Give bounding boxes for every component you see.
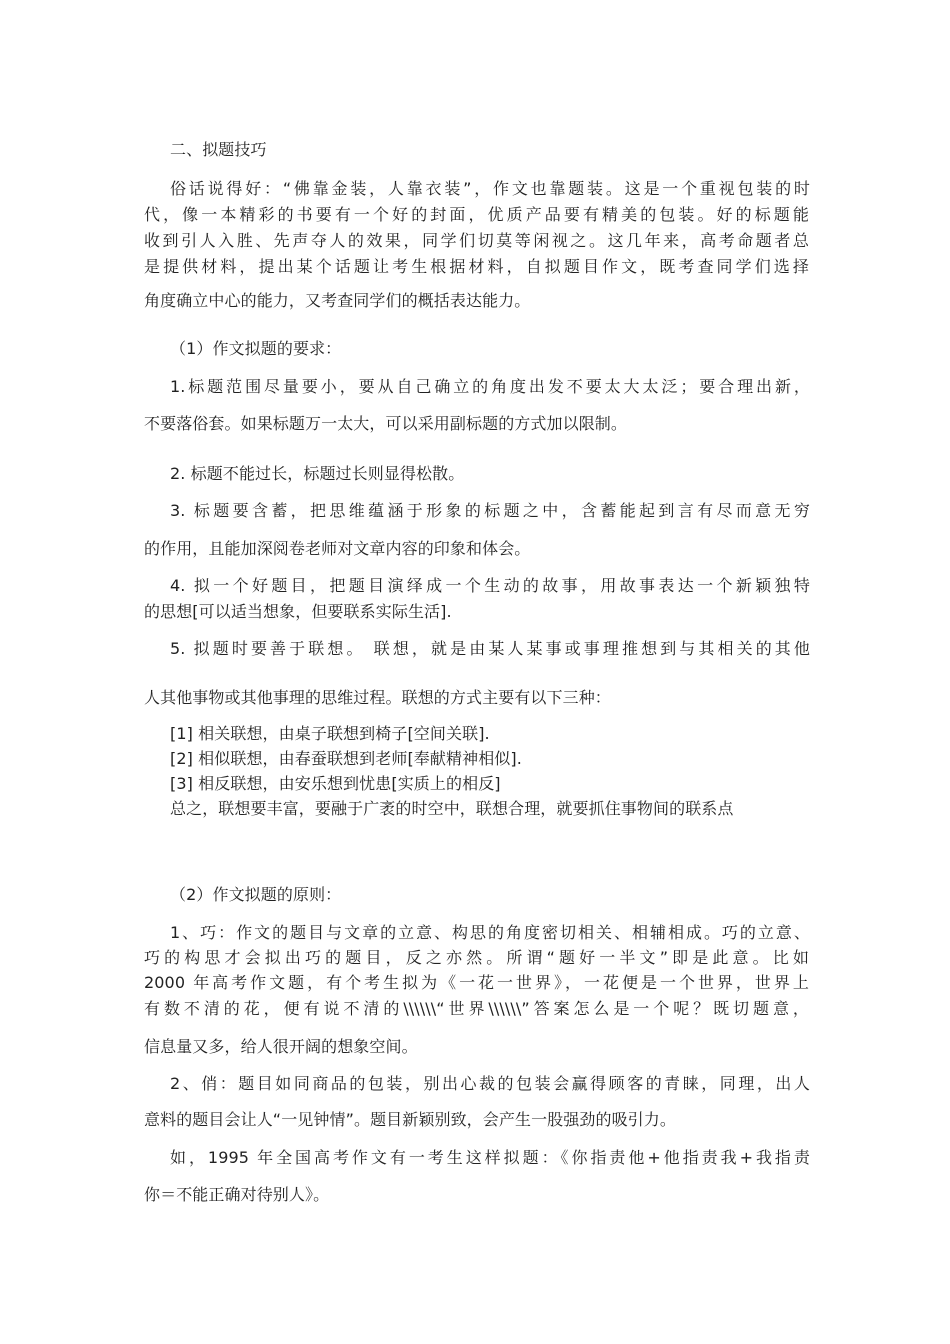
- requirement-2: 2. 标题不能过长，标题过长则显得松散。: [170, 464, 465, 483]
- intro-line-1: 俗话说得好：“佛靠金装，人靠衣装”，作文也靠题装。这是一个重视包装的时: [170, 179, 810, 198]
- principle-1-line-3: 2000 年高考作文题，有个考生拟为《一花一世界》，一花便是一个世界，世界上: [144, 973, 809, 992]
- association-item-2: [2] 相似联想，由春蚕联想到老师[奉献精神相似].: [170, 749, 522, 768]
- requirement-5-line-1: 5. 拟题时要善于联想。 联想，就是由某人某事或事理推想到与其相关的其他: [170, 639, 810, 658]
- intro-line-5: 角度确立中心的能力，又考查同学们的概括表达能力。: [144, 291, 531, 310]
- association-summary: 总之，联想要丰富，要融于广袤的时空中，联想合理，就要抓住事物间的联系点: [170, 799, 734, 818]
- principle-1-line-2: 巧的构思才会拟出巧的题目，反之亦然。所谓“题好一半文”即是此意。比如: [144, 948, 809, 967]
- requirement-4-line-2: 的思想[可以适当想象，但要联系实际生活].: [144, 602, 452, 621]
- principle-1-line-1: 1、巧：作文的题目与文章的立意、构思的角度密切相关、相辅相成。巧的立意、: [170, 923, 810, 942]
- principle-1-line-5: 信息量又多，给人很开阔的想象空间。: [144, 1037, 418, 1056]
- principle-1-line-4: 有数不清的花，便有说不清的\\\\\\“世界\\\\\\”答案怎么是一个呢？既切题意，: [144, 999, 809, 1018]
- association-item-1: [1] 相关联想，由桌子联想到椅子[空间关联].: [170, 724, 490, 743]
- requirement-1-line-1: 1.标题范围尽量要小，要从自己确立的角度出发不要太大太泛；要合理出新，: [170, 377, 810, 396]
- intro-line-3: 收到引人入胜、先声夺人的效果，同学们切莫等闲视之。这几年来，高考命题者总: [144, 231, 809, 250]
- principle-2-example-line-1: 如，1995 年全国高考作文有一考生这样拟题：《你指责他+他指责我+我指责: [170, 1148, 810, 1167]
- subsection-title-requirements: （1）作文拟题的要求：: [170, 339, 342, 358]
- principle-2-line-2: 意料的题目会让人“一见钟情”。题目新颖别致，会产生一股强劲的吸引力。: [144, 1110, 676, 1129]
- intro-line-2: 代，像一本精彩的书要有一个好的封面，优质产品要有精美的包装。好的标题能: [144, 205, 809, 224]
- requirement-1-line-2: 不要落俗套。如果标题万一太大，可以采用副标题的方式加以限制。: [144, 414, 628, 433]
- intro-line-4: 是提供材料，提出某个话题让考生根据材料，自拟题目作文，既考查同学们选择: [144, 257, 809, 276]
- section-heading: 二、拟题技巧: [170, 140, 267, 159]
- requirement-3-line-2: 的作用，且能加深阅卷老师对文章内容的印象和体会。: [144, 539, 531, 558]
- subsection-title-principles: （2）作文拟题的原则：: [170, 885, 342, 904]
- principle-2-line-1: 2、俏：题目如同商品的包装，别出心裁的包装会赢得顾客的青睐，同理，出人: [170, 1074, 810, 1093]
- principle-2-example-line-2: 你＝不能正确对待别人》。: [144, 1185, 330, 1204]
- requirement-3-line-1: 3. 标题要含蓄，把思维蕴涵于形象的标题之中，含蓄能起到言有尽而意无穷: [170, 501, 810, 520]
- requirement-5-line-2: 人其他事物或其他事理的思维过程。联想的方式主要有以下三种：: [144, 688, 611, 707]
- association-item-3: [3] 相反联想，由安乐想到忧患[实质上的相反]: [170, 774, 501, 793]
- requirement-4-line-1: 4. 拟一个好题目，把题目演绎成一个生动的故事，用故事表达一个新颖独特: [170, 576, 810, 595]
